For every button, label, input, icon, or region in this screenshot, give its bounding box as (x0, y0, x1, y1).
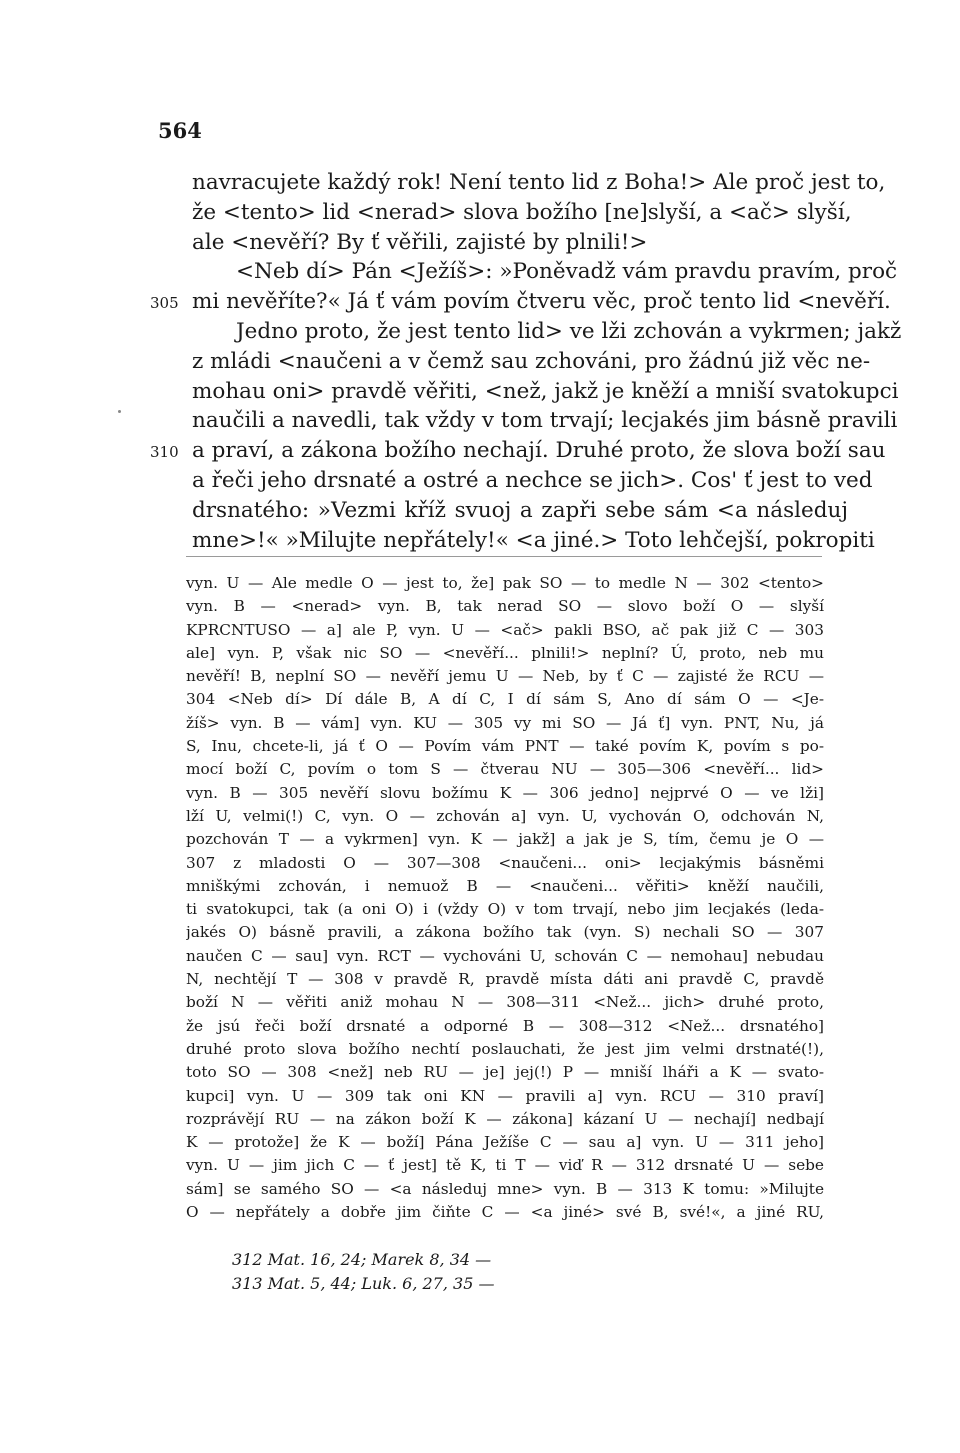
text-line (158, 257, 898, 287)
text-line (158, 168, 886, 198)
apparatus-line: mniškými zchován, i nemuož B — <naučeni... věřiti> kněží naučili, (186, 876, 824, 895)
text-line (158, 526, 875, 556)
apparatus-line: lží U, velmi(!) C, vyn. O — zchován a] vyn. U, vychován O, odchován N, (186, 806, 824, 825)
apparatus-line: 307 z mladosti O — 307—308 <naučeni... oni> lecjakýmis básněmi (186, 853, 824, 872)
critical-apparatus (186, 572, 824, 1224)
apparatus-line: vyn. B — <nerad> vyn. B, tak nerad SO — slovo boží O — slyší (186, 597, 824, 616)
text-line (150, 436, 886, 466)
apparatus-line: vyn. B — 305 nevěří slovu božímu K — 306 jedno] nejprvé O — ve lži] (186, 783, 824, 802)
apparatus-line: vyn. U — jim jich C — ť jest] tě K, ti T — viď R — 312 drsnaté U — sebe (186, 1156, 824, 1175)
apparatus-line: K — protože] že K — boží] Pána Ježíše C — sau a] vyn. U — 311 jeho] (186, 1133, 824, 1152)
line-text: mi nevěříte?« Já ť vám povím čtveru věc, proč tento lid <nevěří. (192, 289, 891, 315)
text-line (158, 377, 899, 407)
text-line (158, 496, 848, 526)
line-text: navracujete každý rok! Není tento lid z Boha!> Ale proč jest to, (192, 170, 886, 195)
line-text: z mládi <naučeni a v čemž sau zchováni, pro žádnú již věc ne- (192, 348, 871, 374)
apparatus-line: jakés O) básně pravili, a zákona božího tak (vyn. S) nechali SO — 307 (186, 923, 824, 942)
apparatus-line: pozchován T — a vykrmen] vyn. K — jakž] a jak je S, tím, čemu je O — (186, 830, 824, 849)
line-text: mohau oni> pravdě věřiti, <než, jakž je kněží a mniší svatokupci (192, 378, 899, 404)
line-text: <Neb dí> Pán <Ježíš>: »Poněvadž vám pravdu pravím, proč (236, 259, 898, 285)
apparatus-line: toto SO — 308 <než] neb RU — je] jej(!) P — mniší lháři a K — svato- (186, 1063, 824, 1082)
apparatus-line: sám] se samého SO — <a následuj mne> vyn. B — 313 K tomu: »Milujte (186, 1179, 824, 1198)
reference-line: 312 Mat. 16, 24; Marek 8, 34 — (232, 1250, 492, 1269)
apparatus-line: naučen C — sau] vyn. RCT — vychováni U, schován C — nemohau] nebudau (186, 946, 824, 965)
text-line (158, 198, 852, 228)
apparatus-line: KPRCNTUSO — a] ale P, vyn. U — <ač> pakli BSO, ač pak již C — 303 (186, 620, 824, 639)
line-number: 305 (150, 294, 179, 313)
text-line (150, 287, 891, 317)
apparatus-line: S, Inu, chcete-li, já ť O — Povím vám PNT — také povím K, povím s po- (186, 737, 824, 756)
apparatus-line: 304 <Neb dí> Dí dále B, A dí C, I dí sám S, Ano dí sám O — <Je- (186, 690, 824, 709)
apparatus-line: ti svatokupci, tak (a oni O) i (vždy O) v tom trvají, nebo jim lecjakés (leda- (186, 900, 824, 919)
line-text: a praví, a zákona božího nechají. Druhé proto, že slova boží sau (192, 438, 886, 464)
line-number: 310 (150, 443, 179, 462)
text-line (158, 228, 848, 258)
apparatus-line: mocí boží C, povím o tom S — čtverau NU — 305—306 <nevěří... lid> (186, 760, 824, 779)
line-text: mne>!« »Milujte nepřátely!« <a jiné.> Toto lehčejší, pokropiti (192, 527, 875, 553)
margin-dot (118, 410, 121, 413)
main-text (150, 168, 902, 555)
biblical-references (232, 1248, 494, 1296)
line-text: Jedno proto, že jest tento lid> ve lži zchován a vykrmen; jakž (236, 318, 902, 344)
apparatus-line: N, nechtějí T — 308 v pravdě R, pravdě místa dáti ani pravdě C, pravdě (186, 970, 824, 989)
apparatus-line: boží N — věřiti aniž mohau N — 308—311 <Než... jich> druhé proto, (186, 993, 824, 1012)
apparatus-line: druhé proto slova božího nechtí poslauchati, že jest jim velmi drstnaté(!), (186, 1039, 824, 1058)
apparatus-line: že jsú řeči boží drsnaté a odporné B — 308—312 <Než... drsnatého] (186, 1016, 824, 1035)
apparatus-line: nevěří! B, neplní SO — nevěří jemu U — Neb, by ť C — zajisté že RCU — (186, 667, 824, 686)
apparatus-line: žíš> vyn. B — vám] vyn. KU — 305 vy mi SO — Já ť] vyn. PNT, Nu, já (186, 713, 824, 732)
text-line (158, 317, 902, 347)
apparatus-line: O — nepřátely a dobře jim čiňte C — <a jiné> své B, své!«, a jiné RU, (186, 1203, 824, 1222)
line-text: naučili a navedli, tak vždy v tom trvají; lecjakés jim básně pravili (192, 408, 898, 434)
text-line (158, 347, 871, 377)
apparatus-line: rozprávějí RU — na zákon boží K — zákona] kázaní U — nechají] nedbají (186, 1109, 824, 1128)
line-text: že <tento> lid <nerad> slova božího [ne]slyší, a <ač> slyší, (192, 199, 852, 225)
text-line (158, 466, 873, 496)
line-text: a řeči jeho drsnaté a ostré a nechce se jich>. Cos' ť jest to ved (192, 467, 873, 493)
text-line (158, 406, 898, 436)
reference-line: 313 Mat. 5, 44; Luk. 6, 27, 35 — (232, 1274, 495, 1293)
page-number: 564 (158, 118, 202, 143)
line-text: drsnatého: »Vezmi kříž svuoj a zapři sebe sám <a následuj (192, 497, 848, 523)
apparatus-line: ale] vyn. P, však nic SO — <nevěří... plnili!> neplní? Ú, proto, neb mu (186, 643, 824, 662)
apparatus-line: vyn. U — Ale medle O — jest to, že] pak SO — to medle N — 302 <tento> (186, 574, 824, 592)
apparatus-line: kupci] vyn. U — 309 tak oni KN — pravili a] vyn. RCU — 310 praví] (186, 1086, 824, 1105)
line-text: ale <nevěří? By ť věřili, zajisté by plnili!> (192, 229, 648, 255)
footnote-separator (186, 556, 822, 557)
